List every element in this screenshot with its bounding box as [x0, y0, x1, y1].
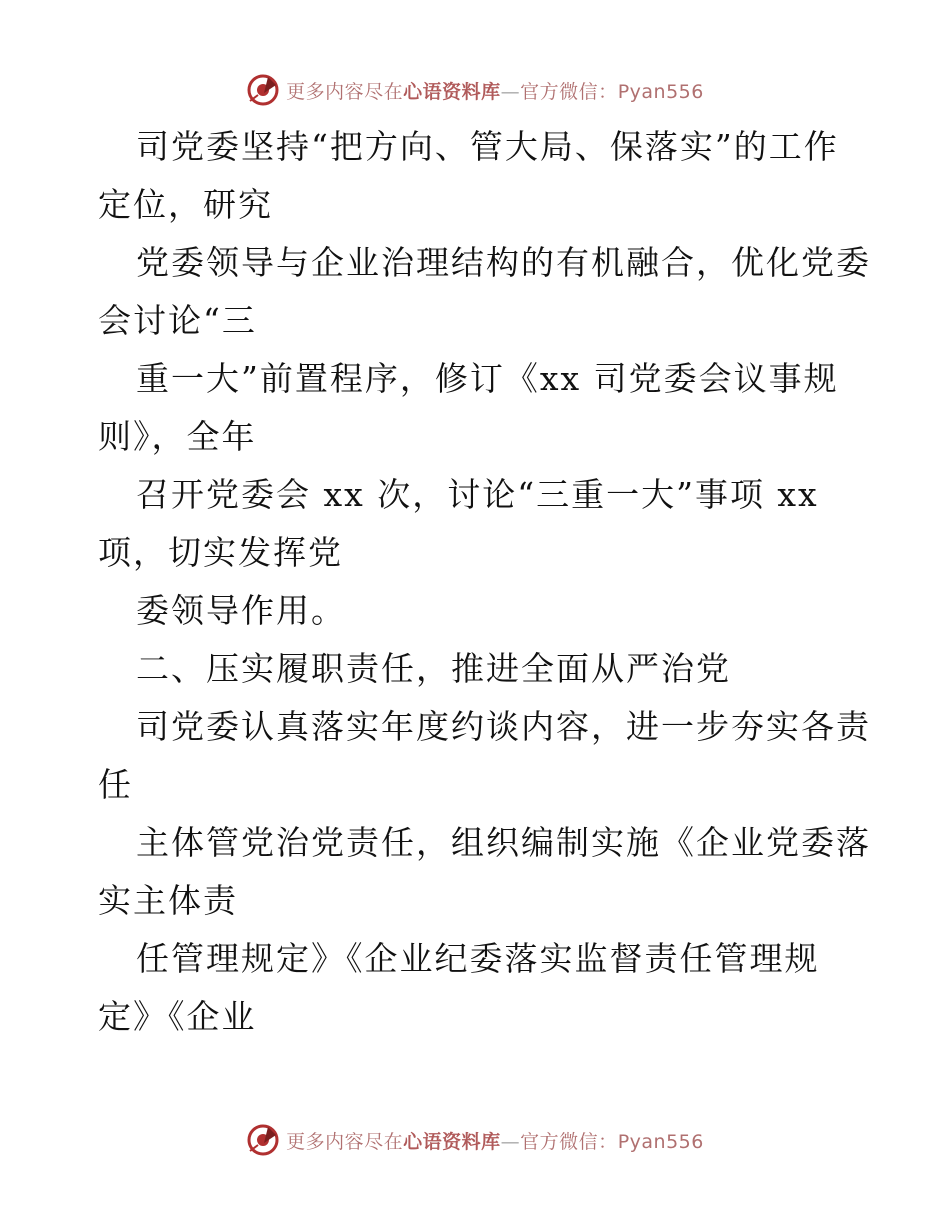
watermark-wechat-id: Pyan556: [617, 1130, 704, 1153]
text-line: 项，切实发挥党: [98, 533, 343, 572]
watermark-prefix: 更多内容尽在: [286, 80, 404, 103]
text-line: 任管理规定》《企业纪委落实监督责任管理规: [136, 939, 820, 978]
watermark-wechat-id: Pyan556: [617, 80, 704, 103]
text-line: 定》《企业: [98, 997, 257, 1036]
text-line: 召开党委会 xx 次，讨论“三重一大”事项 xx: [136, 475, 819, 514]
footer-watermark: [0, 1120, 950, 1160]
text-line: 实主体责: [98, 881, 238, 920]
watermark-separator: —: [500, 80, 521, 103]
text-line: 二、压实履职责任，推进全面从严治党: [136, 649, 731, 688]
text-line: 党委领导与企业治理结构的有机融合，优化党委: [136, 243, 871, 282]
text-line: 委领导作用。: [136, 591, 346, 630]
text-line: 司党委认真落实年度约谈内容，进一步夯实各责: [136, 707, 871, 746]
text-line: 则》，全年: [98, 417, 257, 456]
text-line: 主体管党治党责任，组织编制实施《企业党委落: [136, 823, 871, 862]
watermark-wechat-label: 官方微信：: [520, 80, 618, 103]
watermark-library: 心语资料库: [403, 80, 501, 103]
header-watermark: [0, 70, 950, 110]
text-line: 重一大”前置程序，修订《xx 司党委会议事规: [136, 359, 839, 398]
text-line: 定位，研究: [98, 185, 273, 224]
watermark-library: 心语资料库: [403, 1130, 501, 1153]
text-line: 会讨论“三: [98, 301, 257, 340]
watermark-separator: —: [500, 1130, 521, 1153]
pen-logo-icon: [246, 73, 280, 107]
text-line: 司党委坚持“把方向、管大局、保落实”的工作: [136, 127, 839, 166]
watermark-wechat-label: 官方微信：: [520, 1130, 618, 1153]
watermark-text: [286, 1127, 704, 1154]
document-body: [98, 118, 871, 1046]
pen-logo-icon: [246, 1123, 280, 1157]
watermark-prefix: 更多内容尽在: [286, 1130, 404, 1153]
watermark-text: [286, 77, 704, 104]
text-line: 任: [98, 765, 133, 804]
